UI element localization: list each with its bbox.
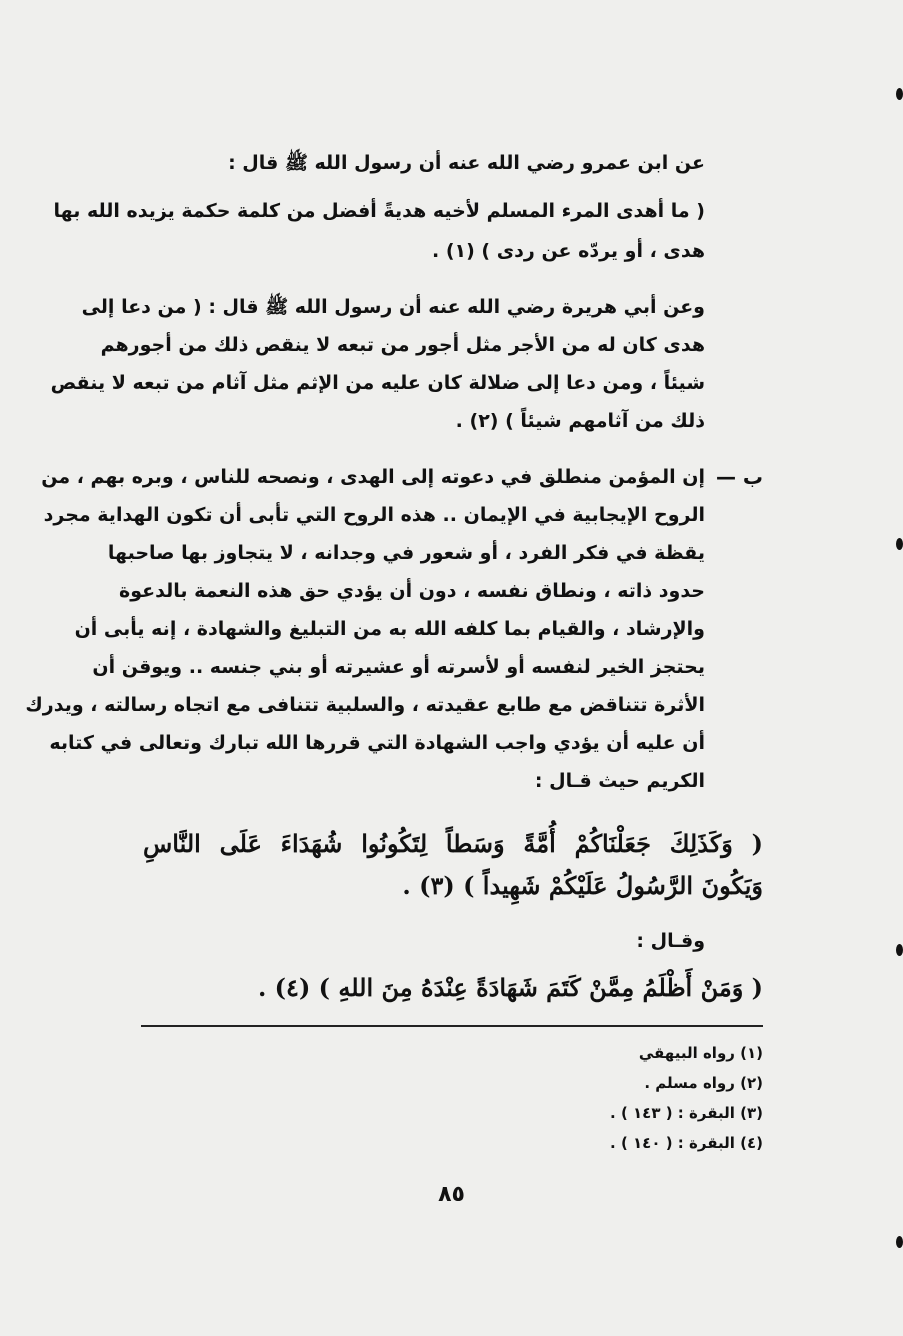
binding-mark-dot (896, 88, 903, 100)
section-b-line-8: أن عليه أن يؤدي واجب الشهادة التي قررها الله تبارك وتعالى في كتابه (49, 732, 705, 754)
binding-mark-dot (896, 944, 903, 956)
quran-verse-1-line-2: وَيَكُونَ الرَّسُولُ عَلَيْكُمْ شَهِيداً ) (٣) . (402, 871, 763, 900)
section-b-line-5: والإرشاد ، والقيام بما كلفه الله به من التبليغ والشهادة ، إنه يأبى أن (74, 618, 705, 640)
paragraph-2-line-1: وعن أبي هريرة رضي الله عنه أن رسول الله ﷺ قال : ( من دعا إلى (81, 296, 705, 318)
paragraph-1-line-3: هدى ، أو يردّه عن ردى ) (١) . (431, 240, 705, 262)
quran-verse-2: ( وَمَنْ أَظْلَمُ مِمَّنْ كَتَمَ شَهَادَةً عِنْدَهُ مِنَ اللهِ ) (٤) . (257, 973, 763, 1002)
paragraph-2-line-2: هدى كان له من الأجر مثل أجور من تبعه لا ينقص ذلك من أجورهم (100, 334, 705, 356)
section-b-line-3: يقظة في فكر الفرد ، أو شعور في وجدانه ، لا يتجاوز بها صاحبها (107, 542, 705, 564)
footnote-4: (٤) البقرة : ( ١٤٠ ) . (610, 1134, 763, 1152)
paragraph-1-line-2: ( ما أهدى المرء المسلم لأخيه هديةً أفضل من كلمة حكمة يزيده الله بها (53, 200, 705, 222)
paragraph-1-line-1: عن ابن عمرو رضي الله عنه أن رسول الله ﷺ قال : (228, 152, 705, 174)
section-b-marker: ب — (715, 465, 763, 489)
page-number: ٨٥ (438, 1182, 465, 1207)
section-b-line-7: الأثرة تتناقض مع طابع عقيدته ، والسلبية تتنافى مع اتجاه رسالته ، ويدرك (25, 694, 705, 716)
paragraph-2-line-4: ذلك من آثامهم شيئاً ) (٢) . (455, 410, 705, 432)
footnote-divider (141, 1025, 763, 1027)
paragraph-2-line-3: شيئاً ، ومن دعا إلى ضلالة كان عليه من الإثم مثل آثام من تبعه لا ينقص (50, 372, 705, 394)
binding-mark-dot (896, 1236, 903, 1248)
section-b-line-6: يحتجز الخير لنفسه أو لأسرته أو عشيرته أو بني جنسه .. ويوقن أن (92, 656, 705, 678)
quran-verse-1-line-1: ( وَكَذَلِكَ جَعَلْنَاكُمْ أُمَّةً وَسَطاً لِتَكُونُوا شُهَدَاءَ عَلَى النَّاسِ (143, 829, 763, 858)
binding-mark-dot (896, 538, 903, 550)
section-b-line-9: الكريم حيث قـال : (534, 770, 705, 792)
footnote-1: (١) رواه البيهقي (638, 1044, 763, 1062)
section-b-line-4: حدود ذاته ، ونطاق نفسه ، دون أن يؤدي حق هذه النعمة بالدعوة (119, 580, 705, 602)
footnote-2: (٢) رواه مسلم . (644, 1074, 763, 1092)
section-b-line-2: الروح الإيجابية في الإيمان .. هذه الروح التي تأبى أن تكون الهداية مجرد (43, 504, 705, 526)
footnote-3: (٣) البقرة : ( ١٤٣ ) . (610, 1104, 763, 1122)
section-b-line-1: إن المؤمن منطلق في دعوته إلى الهدى ، ونصحه للناس ، وبره بهم ، من (41, 466, 705, 488)
verse-2-intro: وقـال : (636, 930, 705, 952)
